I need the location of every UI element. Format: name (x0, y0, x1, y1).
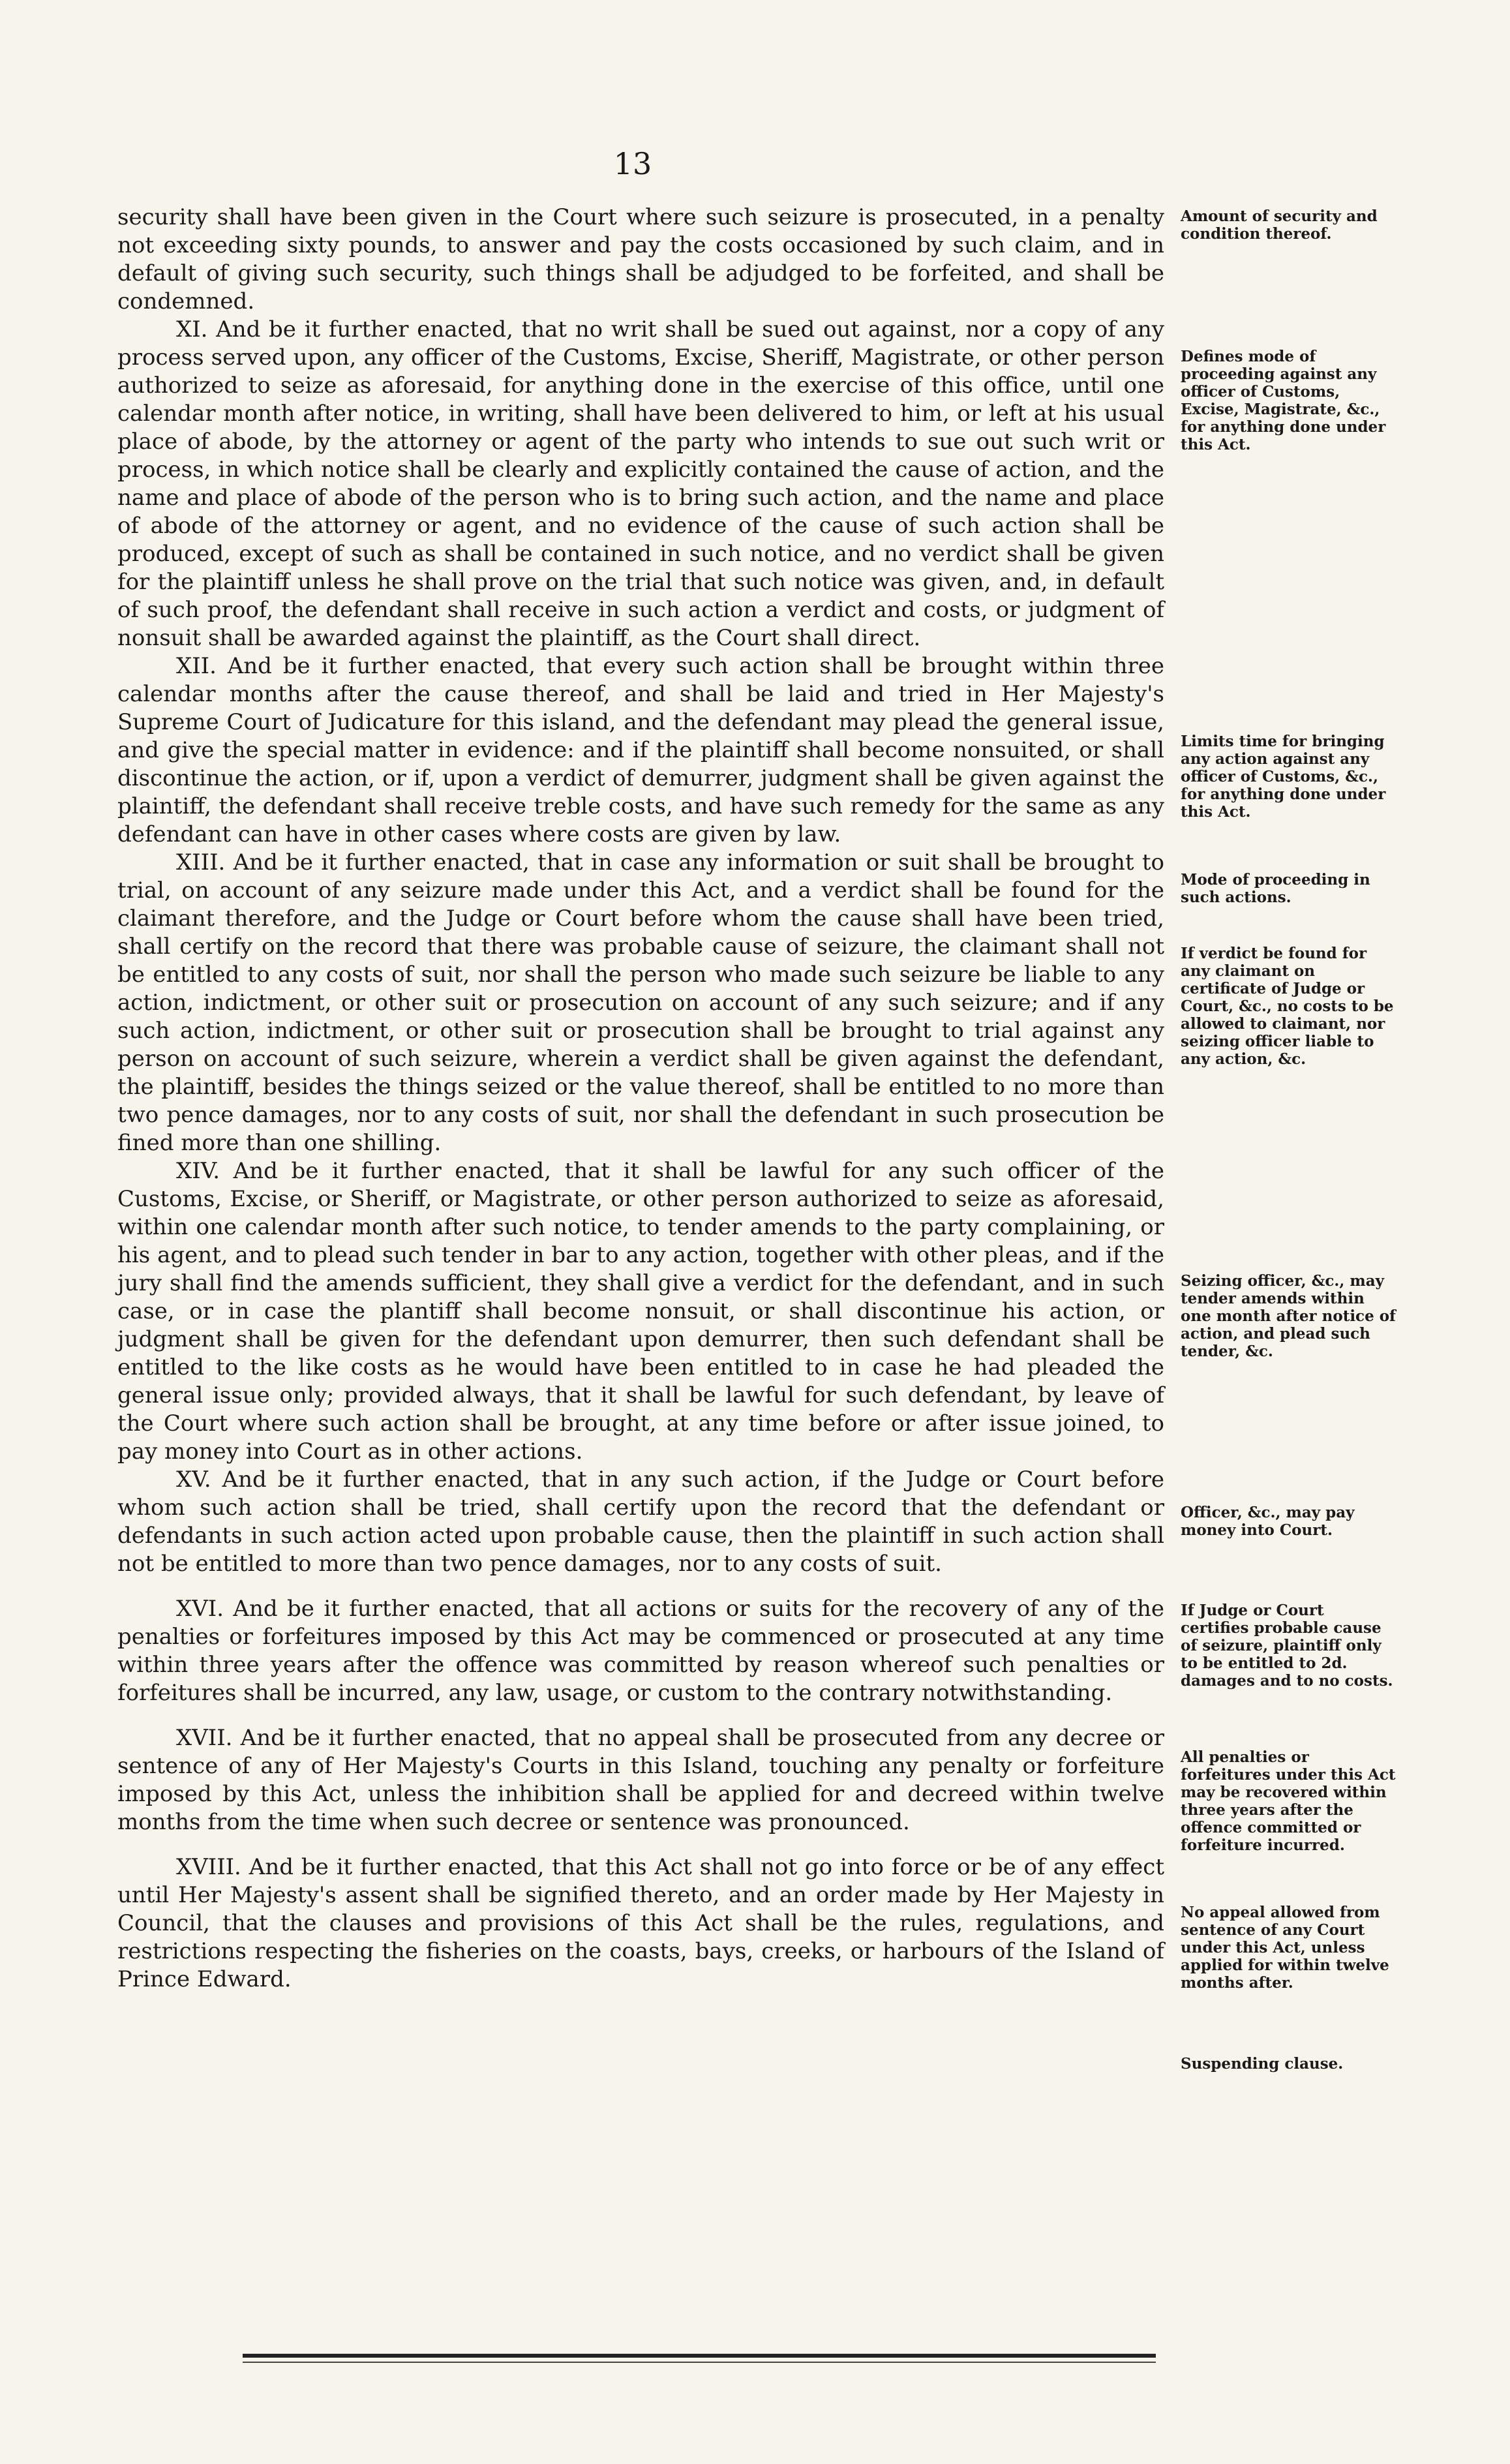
margin-note-suspending: Suspending clause. (1181, 2055, 1344, 2073)
margin-note-appeal: No appeal allowed from sentence of any Court under this Act, unless applied for within twelve months after. (1181, 1904, 1389, 1992)
section-xvi: XVI. And be it further enacted, that all actions or suits for the recovery of any of the penalties or forfeitures imposed by this Act may be commenced or prosecuted at any time within three years after the offence was committed by reason whereof such penalties or forfeitures shall be incurred, any law, usage, or custom to the contrary notwithstanding. (117, 1596, 1164, 1706)
section-xvii: XVII. And be it further enacted, that no appeal shall be prosecuted from any decree or sentence of any of Her Majesty's Courts in this Island, touching any penalty or forfeiture imposed by this Act, unless the inhibition shall be applied for and decreed within twelve months from the time when such decree or sentence was pronounced. (117, 1725, 1164, 1835)
margin-note-pay: Officer, &c., may pay money into Court. (1181, 1504, 1355, 1539)
margin-note-penalties: All penalties or forfeitures under this Act may be recovered within three years after the offence committed or forfeiture incurred. (1181, 1748, 1396, 1854)
margin-note-defines: Defines mode of proceeding against any officer of Customs, Excise, Magistrate, &c., for anything done under this Act. (1181, 348, 1386, 453)
section-xi: XI. And be it further enacted, that no writ shall be sued out against, nor a copy of any process served upon, any officer of the Customs, Excise, Sheriff, Magistrate, or other person authorized to seize as aforesaid, for anything done in the exercise of this office, until one calendar month after notice, in writing, shall have been delivered to him, or left at his usual place of abode, by the attorney or agent of the party who intends to sue out such writ or process, in which notice shall be clearly and explicitly contained the cause of action, and the name and place of abode of the person who is to bring such action, and the name and place of abode of the attorney or agent, and no evidence of the cause of such action shall be produced, except of such as shall be contained in such notice, and no verdict shall be given for the plaintiff unless he shall prove on the trial that such notice was given, and, in default of such proof, the defendant shall receive in such action a verdict and costs, or judgment of nonsuit shall be awarded against the plaintiff, as the Court shall direct. (117, 316, 1164, 651)
section-xv: XV. And be it further enacted, that in any such action, if the Judge or Court before whom such action shall be tried, shall certify upon the record that the defendant or defendants in such action acted upon probable cause, then the plaintiff in such action shall not be entitled to more than two pence damages, nor to any costs of suit. (117, 1467, 1164, 1577)
body-text (117, 204, 1164, 1994)
section-xiv: XIV. And be it further enacted, that it shall be lawful for any such officer of the Customs, Excise, or Sheriff, or Magistrate, or other person authorized to seize as aforesaid, within one calendar month after such notice, to tender amends to the party complaining, or his agent, and to plead such tender in bar to any action, together with other pleas, and if the jury shall find the amends sufficient, they shall give a verdict for the defendant, and in such case, or in case the plantiff shall become nonsuit, or shall discontinue his action, or judgment shall be given for the defendant upon demurrer, then such defendant shall be entitled to the like costs as he would have been entitled to in case he had pleaded the general issue only; provided always, that it shall be lawful for such defendant, by leave of the Court where such action shall be brought, at any time before or after issue joined, to pay money into Court as in other actions. (117, 1158, 1164, 1465)
section-xii: XII. And be it further enacted, that every such action shall be brought within three calendar months after the cause thereof, and shall be laid and tried in Her Majesty's Supreme Court of Judicature for this island, and the defendant may plead the general issue, and give the special matter in evidence: and if the plaintiff shall become nonsuited, or shall discontinue the action, or if, upon a verdict of demurrer, judgment shall be given against the plaintiff, the defendant shall receive treble costs, and have such remedy for the same as any defendant can have in other cases where costs are given by law. (117, 653, 1164, 847)
margin-note-security: Amount of security and condition thereof. (1181, 207, 1378, 243)
section-xviii: XVIII. And be it further enacted, that this Act shall not go into force or be of any effect until Her Majesty's assent shall be signified thereto, and an order made by Her Majesty in Council, that the clauses and provisions of this Act shall be the rules, regulations, and restrictions respecting the fisheries on the coasts, bays, creeks, or harbours of the Island of Prince Edward. (117, 1854, 1164, 1992)
margin-note-judge: If Judge or Court certifies probable cause of seizure, plaintiff only to be entitled to 2d. damages and to no costs. (1181, 1602, 1393, 1690)
closing-rule-thick (243, 2354, 1156, 2358)
page-number: 13 (613, 146, 652, 181)
margin-note-mode: Mode of proceeding in such actions. (1181, 871, 1370, 906)
margin-note-verdict: If verdict be found for any claimant on certificate of Judge or Court, &c., no costs to be allowed to claimant, nor seizing officer liable to any action, &c. (1181, 945, 1394, 1068)
section-intro: security shall have been given in the Court where such seizure is prosecuted, in a penalty not exceeding sixty pounds, to answer and pay the costs occasioned by such claim, and in default of giving such security, such things shall be adjudged to be forfeited, and shall be condemned. (117, 204, 1164, 314)
margin-note-seizing: Seizing officer, &c., may tender amends within one month after notice of action, and plead such tender, &c. (1181, 1272, 1396, 1360)
margin-note-limits: Limits time for bringing any action against any officer of Customs, &c., for anything done under this Act. (1181, 733, 1386, 821)
section-xiii: XIII. And be it further enacted, that in case any information or suit shall be brought to trial, on account of any seizure made under this Act, and a verdict shall be found for the claimant therefore, and the Judge or Court before whom the cause shall have been tried, shall certify on the record that there was probable cause of seizure, the claimant shall not be entitled to any costs of suit, nor shall the person who made such seizure be liable to any action, indictment, or other suit or prosecution on account of any such seizure; and if any such action, indictment, or other suit or prosecution shall be brought to trial against any person on account of such seizure, wherein a verdict shall be given against the defendant, the plaintiff, besides the things seized or the value thereof, shall be entitled to no more than two pence damages, nor to any costs of suit, nor shall the defendant in such prosecution be fined more than one shilling. (117, 849, 1164, 1156)
closing-rule-thin (243, 2362, 1156, 2363)
